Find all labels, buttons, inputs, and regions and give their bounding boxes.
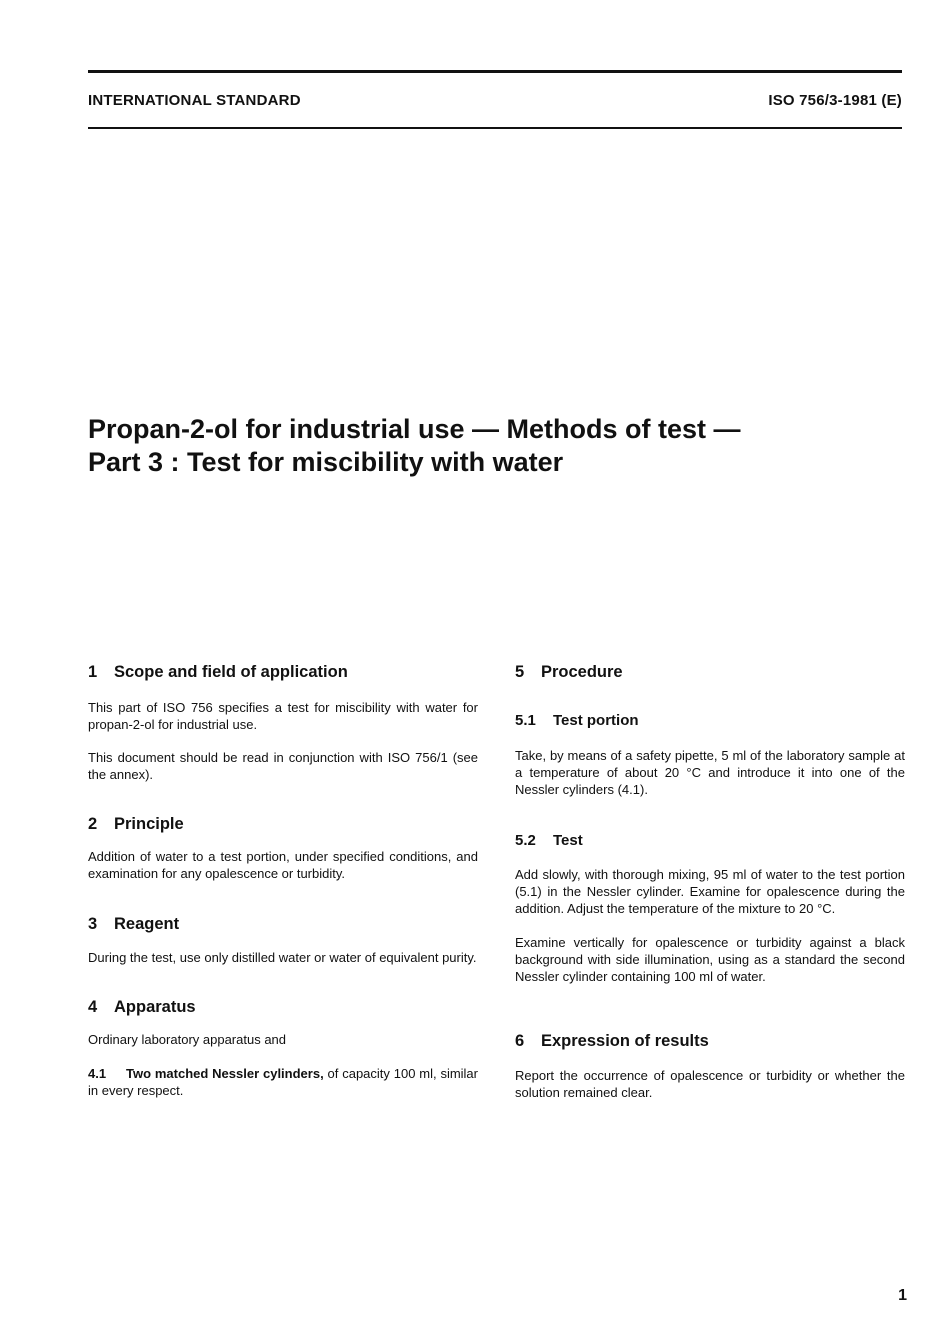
- section-number: 5: [515, 663, 525, 681]
- section-number: 2: [88, 815, 98, 833]
- section-title: Procedure: [541, 663, 623, 681]
- subsection-number: 5.1: [515, 712, 536, 729]
- section-1-paragraph-1: This part of ISO 756 specifies a test for miscibility with water for propan-2-ol for industrial use.: [88, 700, 478, 732]
- header-bottom-rule: [88, 127, 902, 129]
- section-5-1-heading: [515, 711, 905, 731]
- section-5-heading: [515, 662, 905, 682]
- document-type: INTERNATIONAL STANDARD: [88, 92, 301, 109]
- subsection-title: Test portion: [553, 712, 639, 729]
- title-line-2: Part 3 : Test for miscibility with water: [88, 447, 564, 477]
- section-number: 3: [88, 915, 98, 933]
- section-1-heading: [88, 662, 478, 682]
- section-title: Expression of results: [541, 1032, 709, 1050]
- section-5-1-paragraph-1: Take, by means of a safety pipette, 5 ml of the laboratory sample at a temperature of about 20 °C and introduce it into one of the Nessler cylinders (4.1).: [515, 748, 905, 797]
- section-number: 4: [88, 998, 98, 1016]
- section-1-paragraph-2: This document should be read in conjunction with ISO 756/1 (see the annex).: [88, 750, 478, 782]
- header-top-rule: [88, 70, 902, 73]
- section-5-2-paragraph-2: Examine vertically for opalescence or turbidity against a black background with side illumination, using as a standard the second Nessler cylinder containing 100 ml of water.: [515, 935, 905, 984]
- subsection-title: Test: [553, 832, 583, 849]
- section-title: Apparatus: [114, 998, 196, 1016]
- standard-number: ISO 756/3-1981 (E): [768, 92, 902, 109]
- subclause-text: of capacity 100 ml, similar in every respect.: [88, 1066, 478, 1098]
- section-2-paragraph-1: Addition of water to a test portion, under specified conditions, and examination for any opalescence or turbidity.: [88, 849, 478, 881]
- subclause-number: 4.1: [88, 1066, 107, 1081]
- page-number: 1: [898, 1287, 907, 1304]
- right-column: [515, 662, 905, 1101]
- section-4-heading: [88, 997, 478, 1017]
- section-title: Scope and field of application: [114, 663, 348, 681]
- section-number: 6: [515, 1032, 525, 1050]
- section-2-heading: [88, 814, 478, 834]
- subsection-number: 5.2: [515, 832, 536, 849]
- section-5-2-heading: [515, 831, 905, 851]
- subclause-title: Two matched Nessler cylinders,: [126, 1066, 324, 1081]
- section-5-2-paragraph-1: Add slowly, with thorough mixing, 95 ml of water to the test portion (5.1) in the Nessler cylinder. Examine for opalescence during the addition. Adjust the temperature of the mixture to 20 °C.: [515, 867, 905, 916]
- section-number: 1: [88, 663, 98, 681]
- section-6-heading: [515, 1031, 905, 1051]
- section-4-paragraph-1: Ordinary laboratory apparatus and: [88, 1032, 287, 1047]
- section-3-heading: [88, 914, 478, 934]
- section-title: Reagent: [114, 915, 180, 933]
- section-4-1-paragraph: [88, 1065, 478, 1099]
- section-6-paragraph-1: Report the occurrence of opalescence or turbidity or whether the solution remained clear.: [515, 1068, 905, 1100]
- left-column: [88, 662, 478, 1099]
- document-title: [88, 413, 741, 479]
- section-title: Principle: [114, 815, 184, 833]
- section-3-paragraph-1: During the test, use only distilled water or water of equivalent purity.: [88, 950, 477, 965]
- title-line-1: Propan-2-ol for industrial use — Methods of test —: [88, 414, 741, 444]
